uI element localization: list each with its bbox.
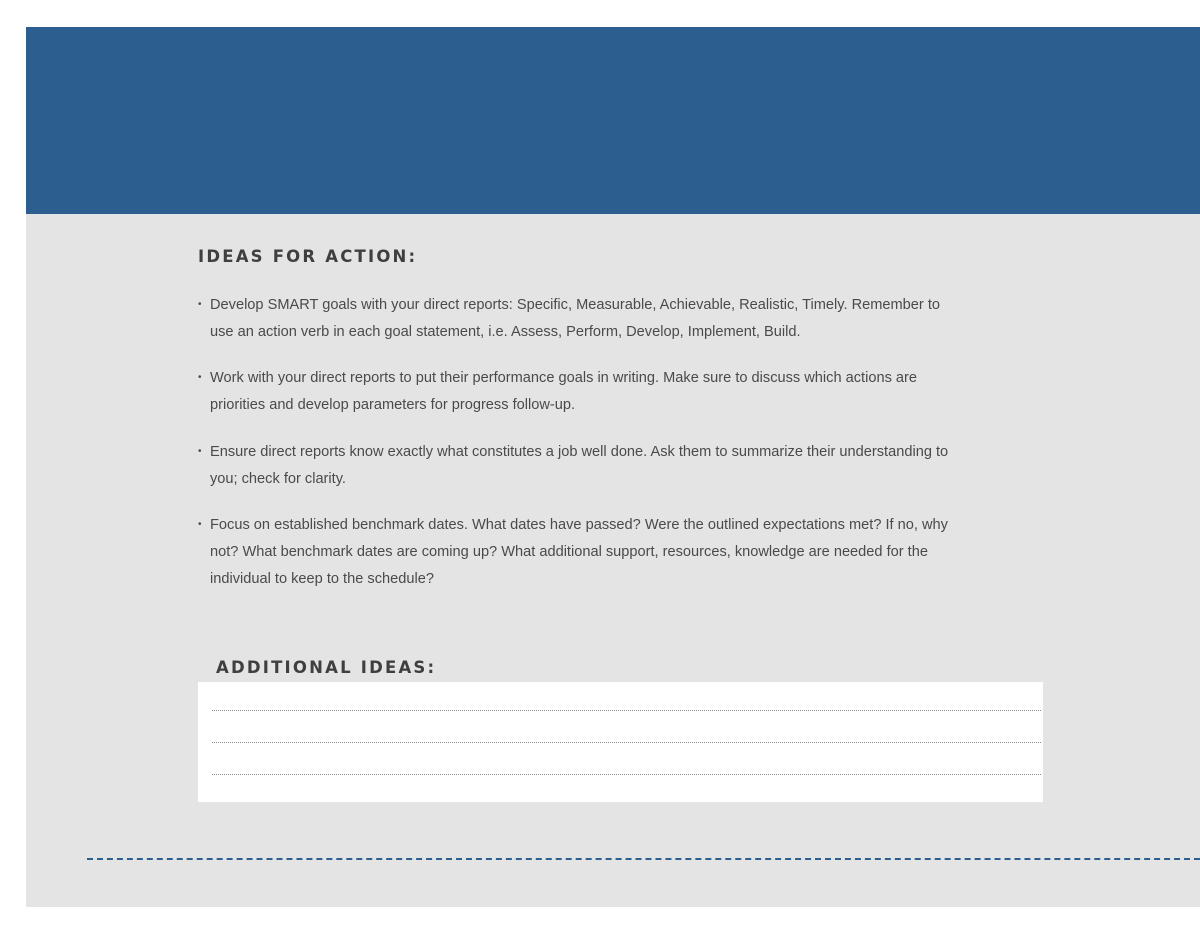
bullet-icon: • [198,299,202,310]
list-item-text: Ensure direct reports know exactly what constitutes a job well done. Ask them to summarize their understanding to you; check for clarity. [210,443,949,487]
list-item-text: Develop SMART goals with your direct reports: Specific, Measurable, Achievable, Realistic, Timely. Remember to use an action verb in each goal statement, i.e. Assess, Perform, Develop, Implement, Build. [210,297,940,340]
list-item-text: Work with your direct reports to put their performance goals in writing. Make sure to discuss which actions are priorities and develop parameters for progress follow-up. [210,370,918,414]
ideas-for-action-heading: IDEAS FOR ACTION: [198,247,418,266]
additional-ideas-notes-box[interactable] [198,682,1043,802]
note-line [212,774,1041,775]
header-banner [26,27,1200,214]
worksheet-page [26,27,1200,907]
list-item [198,365,958,418]
list-item [198,439,958,492]
list-item [198,292,958,345]
bullet-icon: • [198,445,202,457]
dashed-separator [87,858,1200,860]
bullet-icon: • [198,519,202,531]
list-item [198,512,958,592]
list-item-text: Focus on established benchmark dates. What dates have passed? Were the outlined expectations met? If no, why not? What benchmark dates are coming up? What additional support, resources, knowledge are needed for the individual to keep to the schedule? [210,517,948,587]
bullet-icon: • [198,372,202,384]
ideas-list [198,292,958,612]
additional-ideas-heading: ADDITIONAL IDEAS: [216,658,437,677]
note-line [212,710,1041,711]
note-line [212,742,1041,743]
